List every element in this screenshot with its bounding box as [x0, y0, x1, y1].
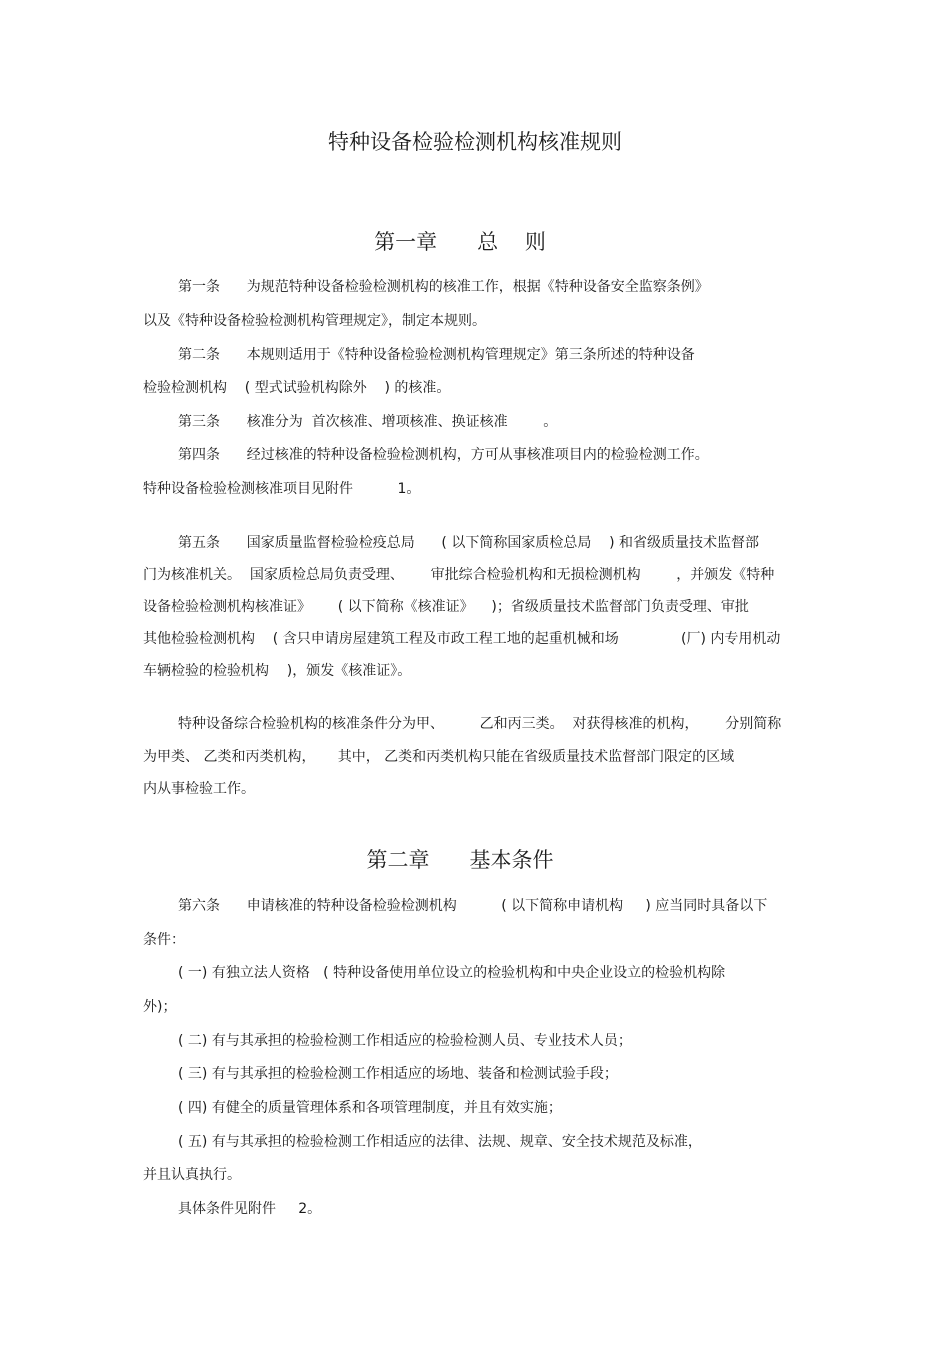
paragraph-line: 设备检验检测机构核准证》 ( 以下简称《核准证》 )；省级质量技术监督部门负责受理、审批 [143, 599, 749, 615]
paragraph-line: ( 一) 有独立法人资格 ( 特种设备使用单位设立的检验机构和中央企业设立的检验机构除 [178, 965, 726, 981]
paragraph-line: 车辆检验的检验机构 )，颁发《核准证》。 [143, 663, 412, 679]
paragraph-line: 特种设备综合检验机构的核准条件分为甲、 乙和丙三类。 对获得核准的机构， 分别简称 [178, 716, 782, 732]
paragraph-line: 为甲类、 乙类和丙类机构， 其中， 乙类和丙类机构只能在省级质量技术监督部门限定的区域 [143, 749, 735, 765]
paragraph-line: 以及《特种设备检验检测机构管理规定》，制定本规则。 [143, 313, 486, 329]
paragraph-line: 条件： [143, 932, 185, 948]
paragraph-line: 第二条 本规则适用于《特种设备检验检测机构管理规定》第三条所述的特种设备 [178, 347, 695, 363]
paragraph-line: 并且认真执行。 [143, 1167, 241, 1183]
paragraph-line: 特种设备检验检测核准项目见附件 1。 [143, 481, 421, 497]
paragraph-line: 第三条 核准分为 首次核准、增项核准、换证核准 。 [178, 414, 558, 430]
chapter-heading: 第二章 基本条件 [366, 848, 554, 872]
paragraph-line: ( 二) 有与其承担的检验检测工作相适应的检验检测人员、专业技术人员； [178, 1033, 632, 1049]
paragraph-line: ( 五) 有与其承担的检验检测工作相适应的法律、法规、规章、安全技术规范及标准， [178, 1134, 702, 1150]
paragraph-line: 具体条件见附件 2。 [178, 1201, 322, 1217]
paragraph-line: 第四条 经过核准的特种设备检验检测机构，方可从事核准项目内的检验检测工作。 [178, 447, 709, 463]
paragraph-line: 检验检测机构 ( 型式试验机构除外 ) 的核准。 [143, 380, 451, 396]
paragraph-line: 外)； [143, 999, 177, 1015]
paragraph-line: 内从事检验工作。 [143, 781, 255, 797]
document-title: 特种设备检验检测机构核准规则 [328, 130, 622, 154]
chapter-heading: 第一章 总 则 [374, 230, 546, 254]
paragraph-line: ( 四) 有健全的质量管理体系和各项管理制度，并且有效实施； [178, 1100, 562, 1116]
paragraph-line: 第六条 申请核准的特种设备检验检测机构 ( 以下简称申请机构 ) 应当同时具备以下 [178, 898, 768, 914]
paragraph-line: 其他检验检测机构 ( 含只申请房屋建筑工程及市政工程工地的起重机械和场 (厂) 内专用机动 [143, 631, 781, 647]
paragraph-line: ( 三) 有与其承担的检验检测工作相适应的场地、装备和检测试验手段； [178, 1066, 618, 1082]
paragraph-line: 第五条 国家质量监督检验检疫总局 ( 以下简称国家质检总局 ) 和省级质量技术监督部 [178, 535, 760, 551]
paragraph-line: 门为核准机关。 国家质检总局负责受理、 审批综合检验机构和无损检测机构 ，并颁发《特种 [143, 567, 775, 583]
paragraph-line: 第一条 为规范特种设备检验检测机构的核准工作，根据《特种设备安全监察条例》 [178, 279, 709, 295]
